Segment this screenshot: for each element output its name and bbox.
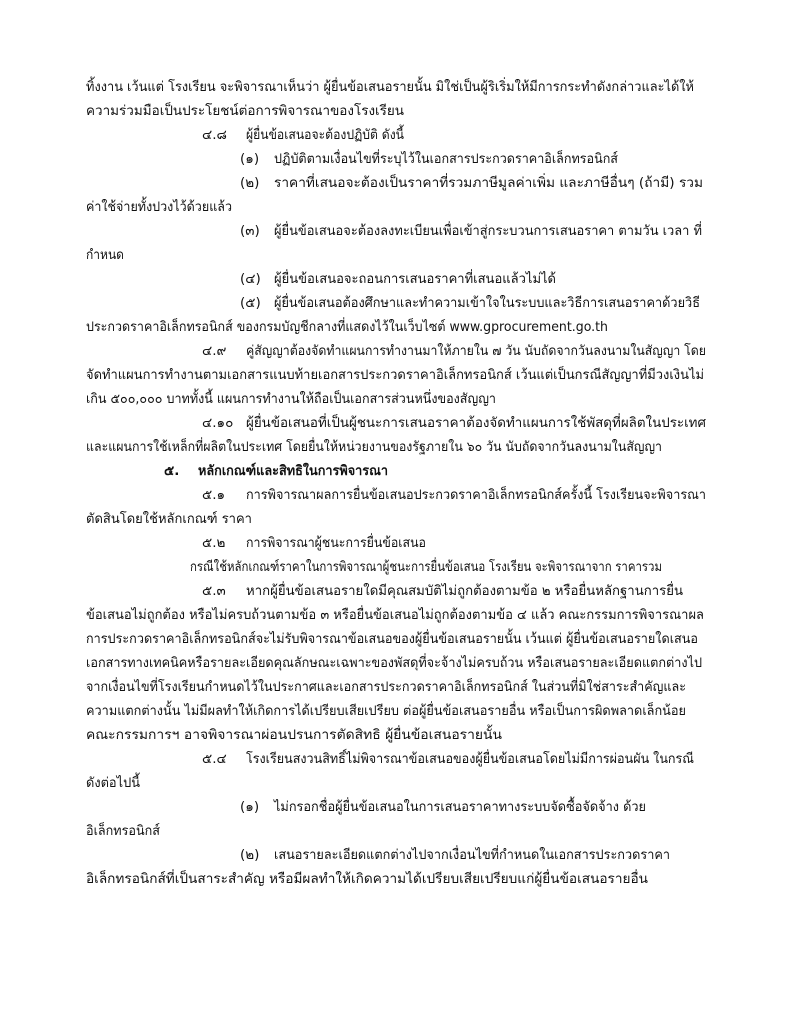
clause-number: ๕.๒ [202, 535, 226, 551]
line-text: เสนอรายละเอียดแตกต่างไปจากเงื่อนไขที่กำหนดในเอกสารประกวดราคา [274, 847, 670, 863]
line-text: การพิจารณาผลการยื่นข้อเสนอประกวดราคาอิเล็กทรอนิกส์ครั้งนี้ โรงเรียนจะพิจารณา [246, 487, 706, 503]
line-text: เกิน ๕๐๐,๐๐๐ บาททั้งนี้ แผนการทำงานให้ถือเป็นเอกสารส่วนหนึ่งของสัญญา [86, 391, 496, 407]
clause-number: ๕.๑ [202, 487, 226, 503]
item-number: (๑) [240, 799, 260, 815]
paragraph-line [86, 870, 648, 888]
sub-item-4 [240, 270, 567, 288]
line-text: การประกวดราคาอิเล็กทรอนิกส์จะไม่รับพิจารณาข้อเสนอของผู้ยื่นข้อเสนอรายนั้น เว้นแต่ ผู้ยื่นข้อเสนอรายใดเสนอ [86, 631, 698, 647]
line-text: ประกวดราคาอิเล็กทรอนิกส์ ของกรมบัญชีกลางที่แสดงไว้ในเว็บไซต์ www.gprocurement.go.th [86, 319, 608, 335]
sub-item-3 [240, 222, 722, 240]
clause-4-9 [202, 342, 750, 360]
item-number: (๓) [240, 223, 260, 239]
clause-number: ๔.๙ [202, 343, 227, 359]
line-text: และแผนการใช้เหล็กที่ผลิตในประเทศ โดยยื่นให้หน่วยงานของรัฐภายใน ๖๐ วัน นับถัดจากวันลงนามในสัญญา [86, 439, 662, 455]
clause-number: ๔.๘ [202, 127, 227, 143]
line-text: ความแตกต่างนั้น ไม่มีผลทำให้เกิดการได้เปรียบเสียเปรียบ ต่อผู้ยื่นข้อเสนอรายอื่น หรือเป็นการผิดพลาดเล็กน้อย [86, 703, 686, 719]
item-number: (๑) [240, 151, 260, 167]
line-text: ค่าใช้จ่ายทั้งปวงไว้ด้วยแล้ว [86, 199, 232, 215]
paragraph-line [86, 366, 731, 384]
paragraph-line [86, 774, 143, 792]
clause-number: ๕.๓ [202, 583, 226, 599]
clause-number: ๕.๔ [202, 751, 227, 767]
line-text: ทิ้งงาน เว้นแต่ โรงเรียน จะพิจารณาเห็นว่า ผู้ยื่นข้อเสนอรายนั้น มิใช่เป็นผู้ริเริ่มให้มีการกระทำดังกล่าวและได้ให้ [86, 79, 694, 95]
paragraph-line [86, 246, 129, 264]
line-text: ข้อเสนอไม่ถูกต้อง หรือไม่ครบถ้วนตามข้อ ๓ หรือยื่นข้อเสนอไม่ถูกต้องตามข้อ ๔ แล้ว คณะกรรมการพิจารณาผล [86, 607, 704, 623]
line-text: อิเล็กทรอนิกส์ที่เป็นสาระสำคัญ หรือมีผลทำให้เกิดความได้เปรียบเสียเปรียบแก่ผู้ยื่นข้อเสนอรายอื่น [86, 871, 648, 887]
line-text: ไม่กรอกชื่อผู้ยื่นข้อเสนอในการเสนอราคาทางระบบจัดซื้อจัดจ้าง ด้วย [274, 799, 646, 815]
paragraph-line [86, 654, 742, 672]
line-text: ผู้ยื่นข้อเสนอจะต้องปฏิบัติ ดังนี้ [246, 127, 404, 143]
paragraph-line [86, 198, 243, 216]
clause-5-1 [202, 486, 736, 504]
clause-4-8 [202, 126, 421, 144]
section-number: ๕. [164, 463, 180, 479]
line-text: ผู้ยื่นข้อเสนอจะต้องลงทะเบียนเพื่อเข้าสู่กระบวนการเสนอราคา ตามวัน เวลา ที่ [274, 223, 702, 239]
item-number: (๒) [240, 847, 260, 863]
line-text: จัดทำแผนการทำงานตามเอกสารแนบท้ายเอกสารประกวดราคาอิเล็กทรอนิกส์ เว้นแต่เป็นกรณีสัญญาที่มีวงเงินไม่ [86, 367, 704, 383]
line-text: ตัดสินโดยใช้หลักเกณฑ์ ราคา [86, 511, 252, 527]
item-number: (๒) [240, 175, 260, 191]
line-text: จากเงื่อนไขที่โรงเรียนกำหนดไว้ในประกาศและเอกสารประกวดราคาอิเล็กทรอนิกส์ ในส่วนที่มิใช่สาระสำคัญและ [86, 679, 686, 695]
sub-item-5 [240, 294, 725, 312]
line-text: คณะกรรมการฯ อาจพิจารณาผ่อนปรนการตัดสิทธิ ผู้ยื่นข้อเสนอรายนั้น [86, 727, 502, 743]
sub-item-5-4-1 [240, 798, 668, 816]
clause-4-10 [202, 414, 710, 432]
clause-5-2 [202, 534, 442, 552]
section-title: หลักเกณฑ์และสิทธิในการพิจารณา [198, 463, 388, 479]
paragraph-line [86, 822, 165, 840]
line-text: อิเล็กทรอนิกส์ [86, 823, 160, 839]
section-5-heading [164, 462, 400, 480]
paragraph-line [86, 630, 739, 648]
line-text: ผู้ยื่นข้อเสนอจะถอนการเสนอราคาที่เสนอแล้วไม่ได้ [274, 271, 556, 287]
line-text: ดังต่อไปนี้ [86, 775, 140, 791]
clause-5-4 [202, 750, 727, 768]
paragraph-line [86, 678, 729, 696]
line-text: ราคาที่เสนอจะต้องเป็นราคาที่รวมภาษีมูลค่าเพิ่ม และภาษีอื่นๆ (ถ้ามี) รวม [274, 175, 703, 191]
paragraph-line [86, 510, 258, 528]
paragraph-line [86, 606, 729, 624]
line-text: ผู้ยื่นข้อเสนอต้องศึกษาและทำความเข้าใจในระบบและวิธีการเสนอราคาด้วยวิธี [274, 295, 700, 311]
sub-item-2 [240, 174, 703, 192]
paragraph-line [190, 558, 748, 576]
clause-number: ๔.๑๐ [202, 415, 234, 431]
item-number: (๔) [240, 271, 261, 287]
paragraph-line [86, 726, 502, 744]
line-text: คู่สัญญาต้องจัดทำแผนการทำงานมาให้ภายใน ๗ วัน นับถัดจากวันลงนามในสัญญา โดย [246, 343, 706, 359]
paragraph-line [86, 390, 526, 408]
line-text: ปฏิบัติตามเงื่อนไขที่ระบุไว้ในเอกสารประกวดราคาอิเล็กทรอนิกส์ [274, 151, 618, 167]
sub-item-1 [240, 150, 643, 168]
item-number: (๕) [240, 295, 261, 311]
line-text: การพิจารณาผู้ชนะการยื่นข้อเสนอ [246, 535, 426, 551]
line-text: ผู้ยื่นข้อเสนอที่เป็นผู้ชนะการเสนอราคาต้องจัดทำแผนการใช้พัสดุที่ผลิตในประเทศ [246, 415, 706, 431]
line-text: ความร่วมมือเป็นประโยชน์ต่อการพิจารณาของโรงเรียน [86, 103, 404, 119]
paragraph-line [86, 318, 648, 336]
line-text: โรงเรียนสงวนสิทธิ์ไม่พิจารณาข้อเสนอของผู้ยื่นข้อเสนอโดยไม่มีการผ่อนผัน ในกรณี [246, 751, 694, 767]
line-text: กรณีใช้หลักเกณฑ์ราคาในการพิจารณาผู้ชนะการยื่นข้อเสนอ โรงเรียน จะพิจารณาจาก ราคารวม [190, 559, 662, 575]
paragraph-line [86, 702, 722, 720]
sub-item-5-4-2 [240, 846, 694, 864]
line-text: หากผู้ยื่นข้อเสนอรายใดมีคุณสมบัติไม่ถูกต้องตามข้อ ๒ หรือยื่นหลักฐานการยื่น [246, 583, 683, 599]
paragraph-line [86, 102, 405, 120]
paragraph-line [86, 78, 726, 96]
line-text: กำหนด [86, 247, 124, 263]
paragraph-line [86, 438, 713, 456]
clause-5-3 [202, 582, 693, 600]
line-text: เอกสารทางเทคนิคหรือรายละเอียดคุณลักษณะเฉพาะของพัสดุที่จะจ้างไม่ครบถ้วน หรือเสนอรายละเอียดแตกต่างไป [86, 655, 702, 671]
